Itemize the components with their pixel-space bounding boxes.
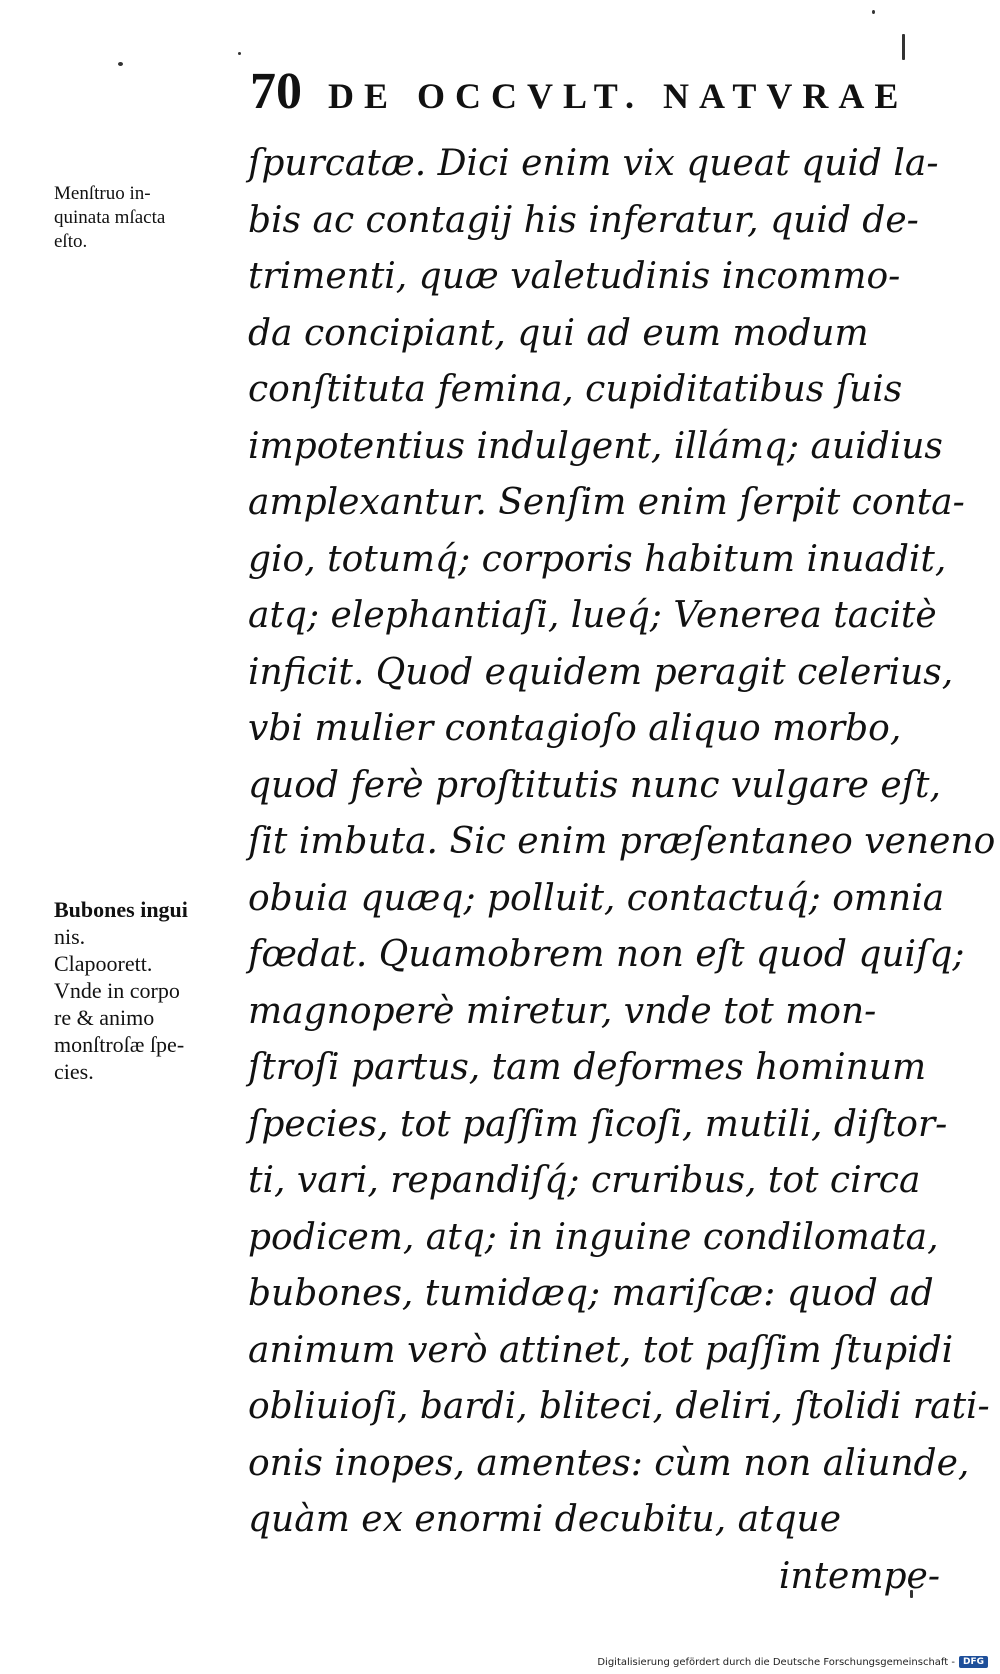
text-line: animum verò attinet, tot paſſim ſtupidi xyxy=(248,1329,954,1371)
margin-note-line: cies. xyxy=(54,1059,94,1084)
text-line: podicem, atq; in inguine condilomata, xyxy=(248,1216,939,1258)
text-line: obliuioſi, bardi, bliteci, deliri, ſtolidi rati- xyxy=(248,1386,990,1427)
text-line: bubones, tumidæq; mariſcæ: quod ad xyxy=(248,1273,934,1314)
print-speck xyxy=(902,34,905,60)
text-line: trimenti, quæ valetudinis incommo- xyxy=(248,256,901,297)
text-line: quàm ex enormi decubitu, atque xyxy=(248,1499,842,1540)
margin-note-bubones xyxy=(54,896,244,1085)
margin-note-line: nis. xyxy=(54,924,86,949)
text-line: ſtroſi partus, tam deformes hominum xyxy=(248,1047,927,1088)
print-speck xyxy=(238,52,241,55)
margin-note-menstruo xyxy=(54,182,244,254)
text-line: ſpurcatæ. Dici enim vix queat quid la- xyxy=(248,143,939,184)
footer-credit: Digitalisierung gefördert durch die Deutsche Forschungsgemeinschaft - xyxy=(597,1656,955,1668)
margin-note-line: monſtroſæ ſpe- xyxy=(54,1032,185,1057)
text-line: magnoperè miretur, vnde tot mon- xyxy=(248,990,877,1032)
digitization-footer xyxy=(597,1656,988,1668)
page-number: 70 xyxy=(250,63,302,120)
main-text-block xyxy=(248,136,996,1605)
text-line: atq; elephantiaſi, lueq́; Venerea tacitè xyxy=(248,595,937,636)
text-line: da concipiant, qui ad eum modum xyxy=(248,312,869,354)
text-line: vbi mulier contagioſo aliquo morbo, xyxy=(248,708,902,749)
catchword: intempe- xyxy=(778,1555,940,1597)
margin-note-line: Bubones ingui xyxy=(54,897,188,922)
text-line: fœdat. Quamobrem non eſt quod quiſq; xyxy=(248,934,965,975)
running-head: DE OCCVLT. NATVRAE xyxy=(328,76,909,116)
print-speck xyxy=(118,62,123,66)
text-line: onis inopes, amentes: cùm non aliunde, xyxy=(248,1442,970,1484)
text-line: ſpecies, tot paſſim ſicoſi, mutili, diſtor- xyxy=(248,1103,948,1145)
dfg-logo-icon: DFG xyxy=(959,1656,988,1668)
text-line: conſtituta femina, cupiditatibus ſuis xyxy=(248,369,903,410)
margin-note-line: Clapoorett. xyxy=(54,951,153,976)
text-line: ſit imbuta. Sic enim præſentaneo veneno xyxy=(248,821,996,862)
margin-note-line: Vnde in corpo xyxy=(54,978,180,1003)
margin-note-line: quinata mſacta xyxy=(54,207,166,228)
margin-note-line: Menſtruo in- xyxy=(54,183,151,204)
text-line: amplexantur. Senſim enim ſerpit conta- xyxy=(248,482,965,523)
text-line: impotentius indulgent, illámq; auidius xyxy=(248,425,943,467)
text-line: bis ac contagij his inferatur, quid de- xyxy=(248,199,919,241)
margin-note-line: re & animo xyxy=(54,1005,155,1030)
print-speck xyxy=(872,10,875,14)
page-header xyxy=(250,62,950,122)
text-line: obuia quæq; polluit, contactuq́; omnia xyxy=(248,877,945,919)
text-line: gio, totumq́; corporis habitum inuadit, xyxy=(248,538,947,580)
text-line: inficit. Quod equidem peragit celerius, xyxy=(248,651,954,693)
margin-note-line: eſto. xyxy=(54,231,88,252)
text-line: ti, vari, repandiſq́; cruribus, tot circa xyxy=(248,1160,921,1201)
text-line: quod ferè proſtitutis nunc vulgare eſt, xyxy=(248,764,941,806)
